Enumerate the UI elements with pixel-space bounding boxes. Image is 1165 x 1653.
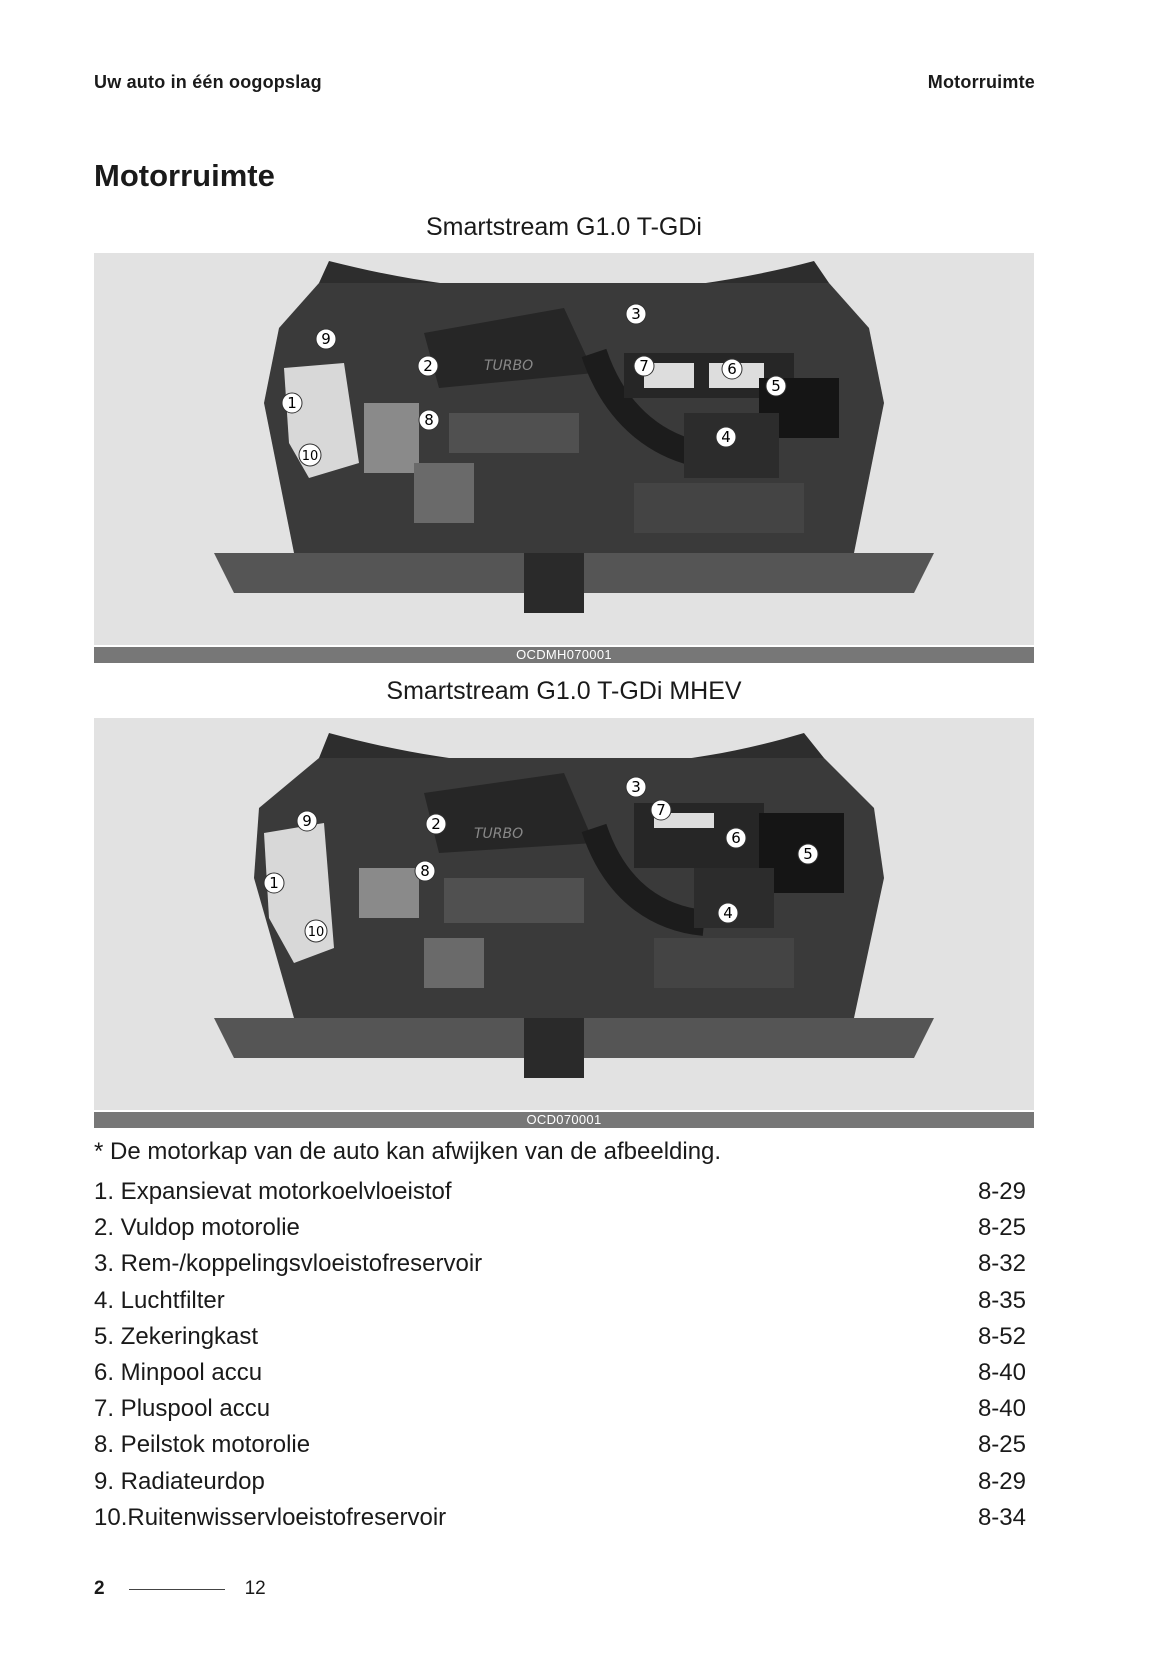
- svg-text:9: 9: [321, 330, 331, 348]
- item-page-ref: 8-35: [977, 1286, 1026, 1314]
- svg-text:9: 9: [302, 812, 312, 830]
- callout-7: [634, 356, 654, 376]
- item-label: 8. Peilstok motorolie: [94, 1431, 311, 1459]
- figure-1-code: OCDMH070001: [516, 647, 612, 662]
- callout-8: [415, 861, 435, 881]
- chapter-number: 2: [94, 1578, 105, 1599]
- list-item: [94, 1210, 1026, 1246]
- svg-text:10: 10: [307, 925, 325, 940]
- component-list: [94, 1174, 1026, 1536]
- item-page-ref: 8-34: [977, 1503, 1026, 1531]
- callout-1: [264, 873, 284, 893]
- list-item: [94, 1391, 1026, 1427]
- callout-3: [626, 777, 646, 797]
- svg-text:3: 3: [631, 305, 641, 323]
- figure-1: [94, 253, 1034, 663]
- page-number: 12: [244, 1578, 266, 1599]
- svg-text:2: 2: [423, 357, 433, 375]
- figure-2-title: Smartstream G1.0 T-GDi MHEV: [386, 677, 742, 705]
- callout-5: [766, 376, 786, 396]
- engine-cover-label-2: TURBO: [474, 826, 524, 842]
- callout-6: [726, 828, 746, 848]
- callout-5: [798, 844, 818, 864]
- running-header-topic: Motorruimte: [927, 72, 1035, 92]
- list-item: [94, 1355, 1026, 1391]
- figure-2-code: OCD070001: [526, 1112, 602, 1127]
- list-item: [94, 1246, 1026, 1282]
- item-page-ref: 8-29: [977, 1467, 1026, 1495]
- item-label: 10.Ruitenwisservloeistofreservoir: [94, 1503, 447, 1531]
- item-label: 5. Zekeringkast: [94, 1322, 259, 1350]
- svg-text:3: 3: [631, 778, 641, 796]
- svg-text:4: 4: [723, 904, 733, 922]
- svg-text:6: 6: [727, 360, 737, 378]
- item-page-ref: 8-32: [977, 1250, 1026, 1278]
- callout-9: [316, 329, 336, 349]
- image-disclaimer-note: * De motorkap van de auto kan afwijken van de afbeelding.: [94, 1138, 722, 1165]
- callout-4: [716, 427, 736, 447]
- running-header-section: Uw auto in één oogopslag: [94, 72, 322, 92]
- svg-text:7: 7: [656, 801, 666, 819]
- svg-text:2: 2: [431, 815, 441, 833]
- figure-1-title: Smartstream G1.0 T-GDi: [426, 213, 702, 241]
- callout-10: [299, 444, 321, 466]
- item-label: 3. Rem-/koppelingsvloeistofreservoir: [94, 1250, 483, 1278]
- item-page-ref: 8-25: [977, 1214, 1026, 1242]
- svg-text:4: 4: [721, 428, 731, 446]
- callout-2: [426, 814, 446, 834]
- figure-2: [94, 718, 1034, 1128]
- callout-3: [626, 304, 646, 324]
- footer-divider: [129, 1589, 225, 1590]
- figure-2-caption-bar: [94, 1112, 1034, 1128]
- item-label: 2. Vuldop motorolie: [94, 1214, 300, 1242]
- callout-9: [297, 811, 317, 831]
- item-page-ref: 8-29: [977, 1178, 1026, 1205]
- item-page-ref: 8-40: [977, 1358, 1026, 1386]
- list-item: [94, 1174, 1026, 1210]
- item-page-ref: 8-52: [977, 1322, 1026, 1350]
- list-item: [94, 1464, 1026, 1500]
- callout-8: [419, 410, 439, 430]
- svg-text:10: 10: [301, 449, 319, 464]
- callout-2: [418, 356, 438, 376]
- callout-7: [651, 800, 671, 820]
- figure-1-caption-bar: [94, 647, 1034, 663]
- callout-1: [282, 393, 302, 413]
- list-item: [94, 1283, 1026, 1319]
- page-title: Motorruimte: [94, 158, 275, 193]
- svg-text:7: 7: [639, 357, 649, 375]
- svg-text:5: 5: [771, 377, 781, 395]
- list-item: [94, 1500, 1026, 1536]
- item-page-ref: 8-40: [977, 1395, 1026, 1423]
- item-label: 1. Expansievat motorkoelvloeistof: [94, 1178, 452, 1205]
- svg-text:5: 5: [803, 845, 813, 863]
- item-page-ref: 8-25: [977, 1431, 1026, 1459]
- callout-4: [718, 903, 738, 923]
- callout-6: [722, 359, 742, 379]
- item-label: 4. Luchtfilter: [94, 1286, 225, 1314]
- engine-bay-photo-2: [94, 718, 1034, 1110]
- page-footer: [94, 1578, 266, 1600]
- svg-text:6: 6: [731, 829, 741, 847]
- list-item: [94, 1427, 1026, 1463]
- svg-text:1: 1: [269, 874, 279, 892]
- svg-text:8: 8: [420, 862, 430, 880]
- list-item: [94, 1319, 1026, 1355]
- svg-text:8: 8: [424, 411, 434, 429]
- callout-10: [305, 920, 327, 942]
- engine-bay-photo-1: [94, 253, 1034, 645]
- item-label: 9. Radiateurdop: [94, 1467, 265, 1495]
- item-label: 6. Minpool accu: [94, 1358, 263, 1386]
- svg-text:1: 1: [287, 394, 297, 412]
- engine-cover-label-1: TURBO: [484, 358, 534, 374]
- item-label: 7. Pluspool accu: [94, 1395, 271, 1423]
